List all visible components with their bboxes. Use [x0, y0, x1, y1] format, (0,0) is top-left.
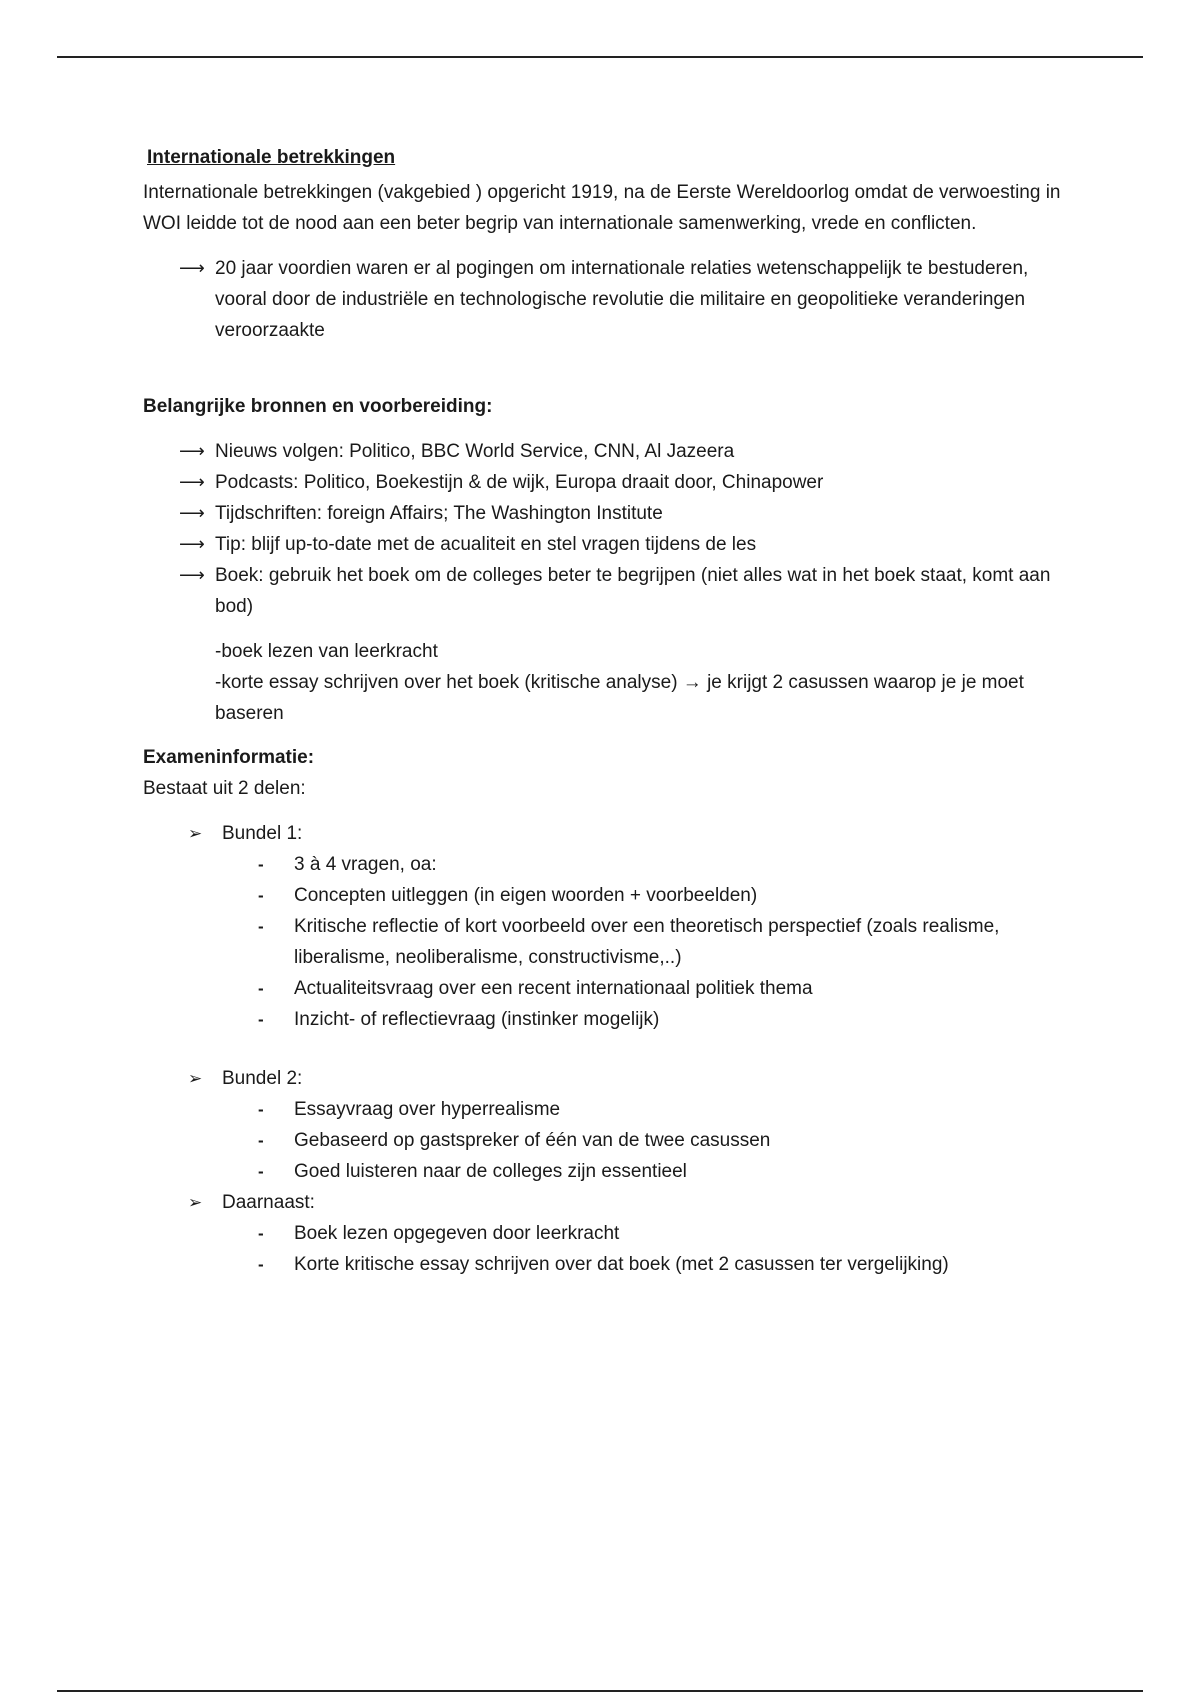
header-rule — [57, 56, 1143, 58]
arrow-right-icon: ⟶ — [179, 472, 205, 492]
sources-heading: Belangrijke bronnen en voorbereiding: — [143, 396, 493, 417]
chevron-bullet-icon: ➢ — [188, 1069, 203, 1088]
dash-bullet-icon: - — [258, 1131, 264, 1150]
note-line: -boek lezen van leerkracht — [215, 641, 438, 662]
list-item: - 3 à 4 vragen, oa: — [258, 849, 1063, 880]
list-item: - Korte kritische essay schrijven over dat boek (met 2 casussen ter vergelijking) — [258, 1249, 1063, 1280]
exam-heading: Exameninformatie: — [143, 747, 315, 768]
bundle-1-list — [258, 849, 1063, 1035]
sources-list — [179, 436, 1063, 622]
list-item: - Actualiteitsvraag over een recent internationaal politiek thema — [258, 973, 1063, 1004]
bundle-item: ➢ Daarnaast: - Boek lezen opgegeven door leerkracht - Korte kritische essay schrijven over dat boek (met 2 casussen ter vergelijking) — [188, 1187, 1063, 1280]
dash-bullet-icon: - — [258, 886, 264, 905]
exam-bundles — [188, 818, 1063, 1280]
bundle-2-list — [258, 1094, 1063, 1187]
intro-paragraph: Internationale betrekkingen (vakgebied ) opgericht 1919, na de Eerste Wereldoorlog omdat de verwoesting in WOI leidde tot de nood aan een beter begrip van internationale samenwerking, vrede en conflicten. — [143, 182, 1061, 234]
arrow-right-icon: ⟶ — [179, 503, 205, 523]
arrow-right-icon: ⟶ — [179, 565, 205, 585]
arrow-right-icon: ⟶ — [179, 441, 205, 461]
dash-bullet-icon: - — [258, 979, 264, 998]
list-item: - Kritische reflectie of kort voorbeeld over een theoretisch perspectief (zoals realisme, liberalisme, neoliberalisme, constructivisme,..) — [258, 911, 1063, 973]
list-item: ⟶ Nieuws volgen: Politico, BBC World Service, CNN, Al Jazeera — [179, 436, 1063, 467]
dash-bullet-icon: - — [258, 1162, 264, 1181]
dash-bullet-icon: - — [258, 855, 264, 874]
bundle-item: ➢ Bundel 2: - Essayvraag over hyperrealisme - Gebaseerd op gastspreker of één van de twee casussen - Goed luisteren naar de colleges zijn essentieel — [188, 1063, 1063, 1187]
list-item: ⟶ Tip: blijf up-to-date met de acualiteit en stel vragen tijdens de les — [179, 529, 1063, 560]
list-item: - Essayvraag over hyperrealisme — [258, 1094, 1063, 1125]
list-item: - Goed luisteren naar de colleges zijn essentieel — [258, 1156, 1063, 1187]
arrow-right-icon: ⟶ — [179, 534, 205, 554]
list-item: ⟶ 20 jaar voordien waren er al pogingen om internationale relaties wetenschappelijk te bestuderen, vooral door de industriële en technologische revolutie die militaire en geopolitieke veranderingen veroorzaakte — [179, 253, 1063, 346]
document-body — [143, 143, 1063, 1280]
chevron-bullet-icon: ➢ — [188, 824, 203, 843]
page-title: Internationale betrekkingen — [147, 147, 396, 168]
list-item: - Inzicht- of reflectievraag (instinker mogelijk) — [258, 1004, 1063, 1035]
history-list — [179, 253, 1063, 346]
dash-bullet-icon: - — [258, 1100, 264, 1119]
list-item: ⟶ Boek: gebruik het boek om de colleges beter te begrijpen (niet alles wat in het boek staat, komt aan bod) — [179, 560, 1063, 622]
dash-bullet-icon: - — [258, 917, 264, 936]
list-item: ⟶ Tijdschriften: foreign Affairs; The Washington Institute — [179, 498, 1063, 529]
list-item: - Concepten uitleggen (in eigen woorden + voorbeelden) — [258, 880, 1063, 911]
extra-list — [258, 1218, 1063, 1280]
list-item: ⟶ Podcasts: Politico, Boekestijn & de wijk, Europa draait door, Chinapower — [179, 467, 1063, 498]
footer-rule — [57, 1690, 1143, 1692]
arrow-right-icon: ⟶ — [179, 258, 205, 278]
exam-subheading: Bestaat uit 2 delen: — [143, 778, 306, 799]
list-item: - Gebaseerd op gastspreker of één van de twee casussen — [258, 1125, 1063, 1156]
list-item: - Boek lezen opgegeven door leerkracht — [258, 1218, 1063, 1249]
chevron-bullet-icon: ➢ — [188, 1193, 203, 1212]
bundle-item: ➢ Bundel 1: - 3 à 4 vragen, oa: - Concepten uitleggen (in eigen woorden + voorbeelden) - Kritische reflectie of kort voorbeeld over een theoretisch perspectief (zoals realisme, liberalisme, neoliberalisme, constructivisme,..) - Actualiteitsvraag over een recent internationaal politiek thema - Inzicht- of reflectievraag (instinker mogelijk) — [188, 818, 1063, 1063]
book-notes — [215, 636, 1063, 729]
dash-bullet-icon: - — [258, 1255, 264, 1274]
dash-bullet-icon: - — [258, 1224, 264, 1243]
dash-bullet-icon: - — [258, 1010, 264, 1029]
note-line: -korte essay schrijven over het boek (kritische analyse) → je krijgt 2 casussen waarop je je moet baseren — [215, 672, 1024, 724]
